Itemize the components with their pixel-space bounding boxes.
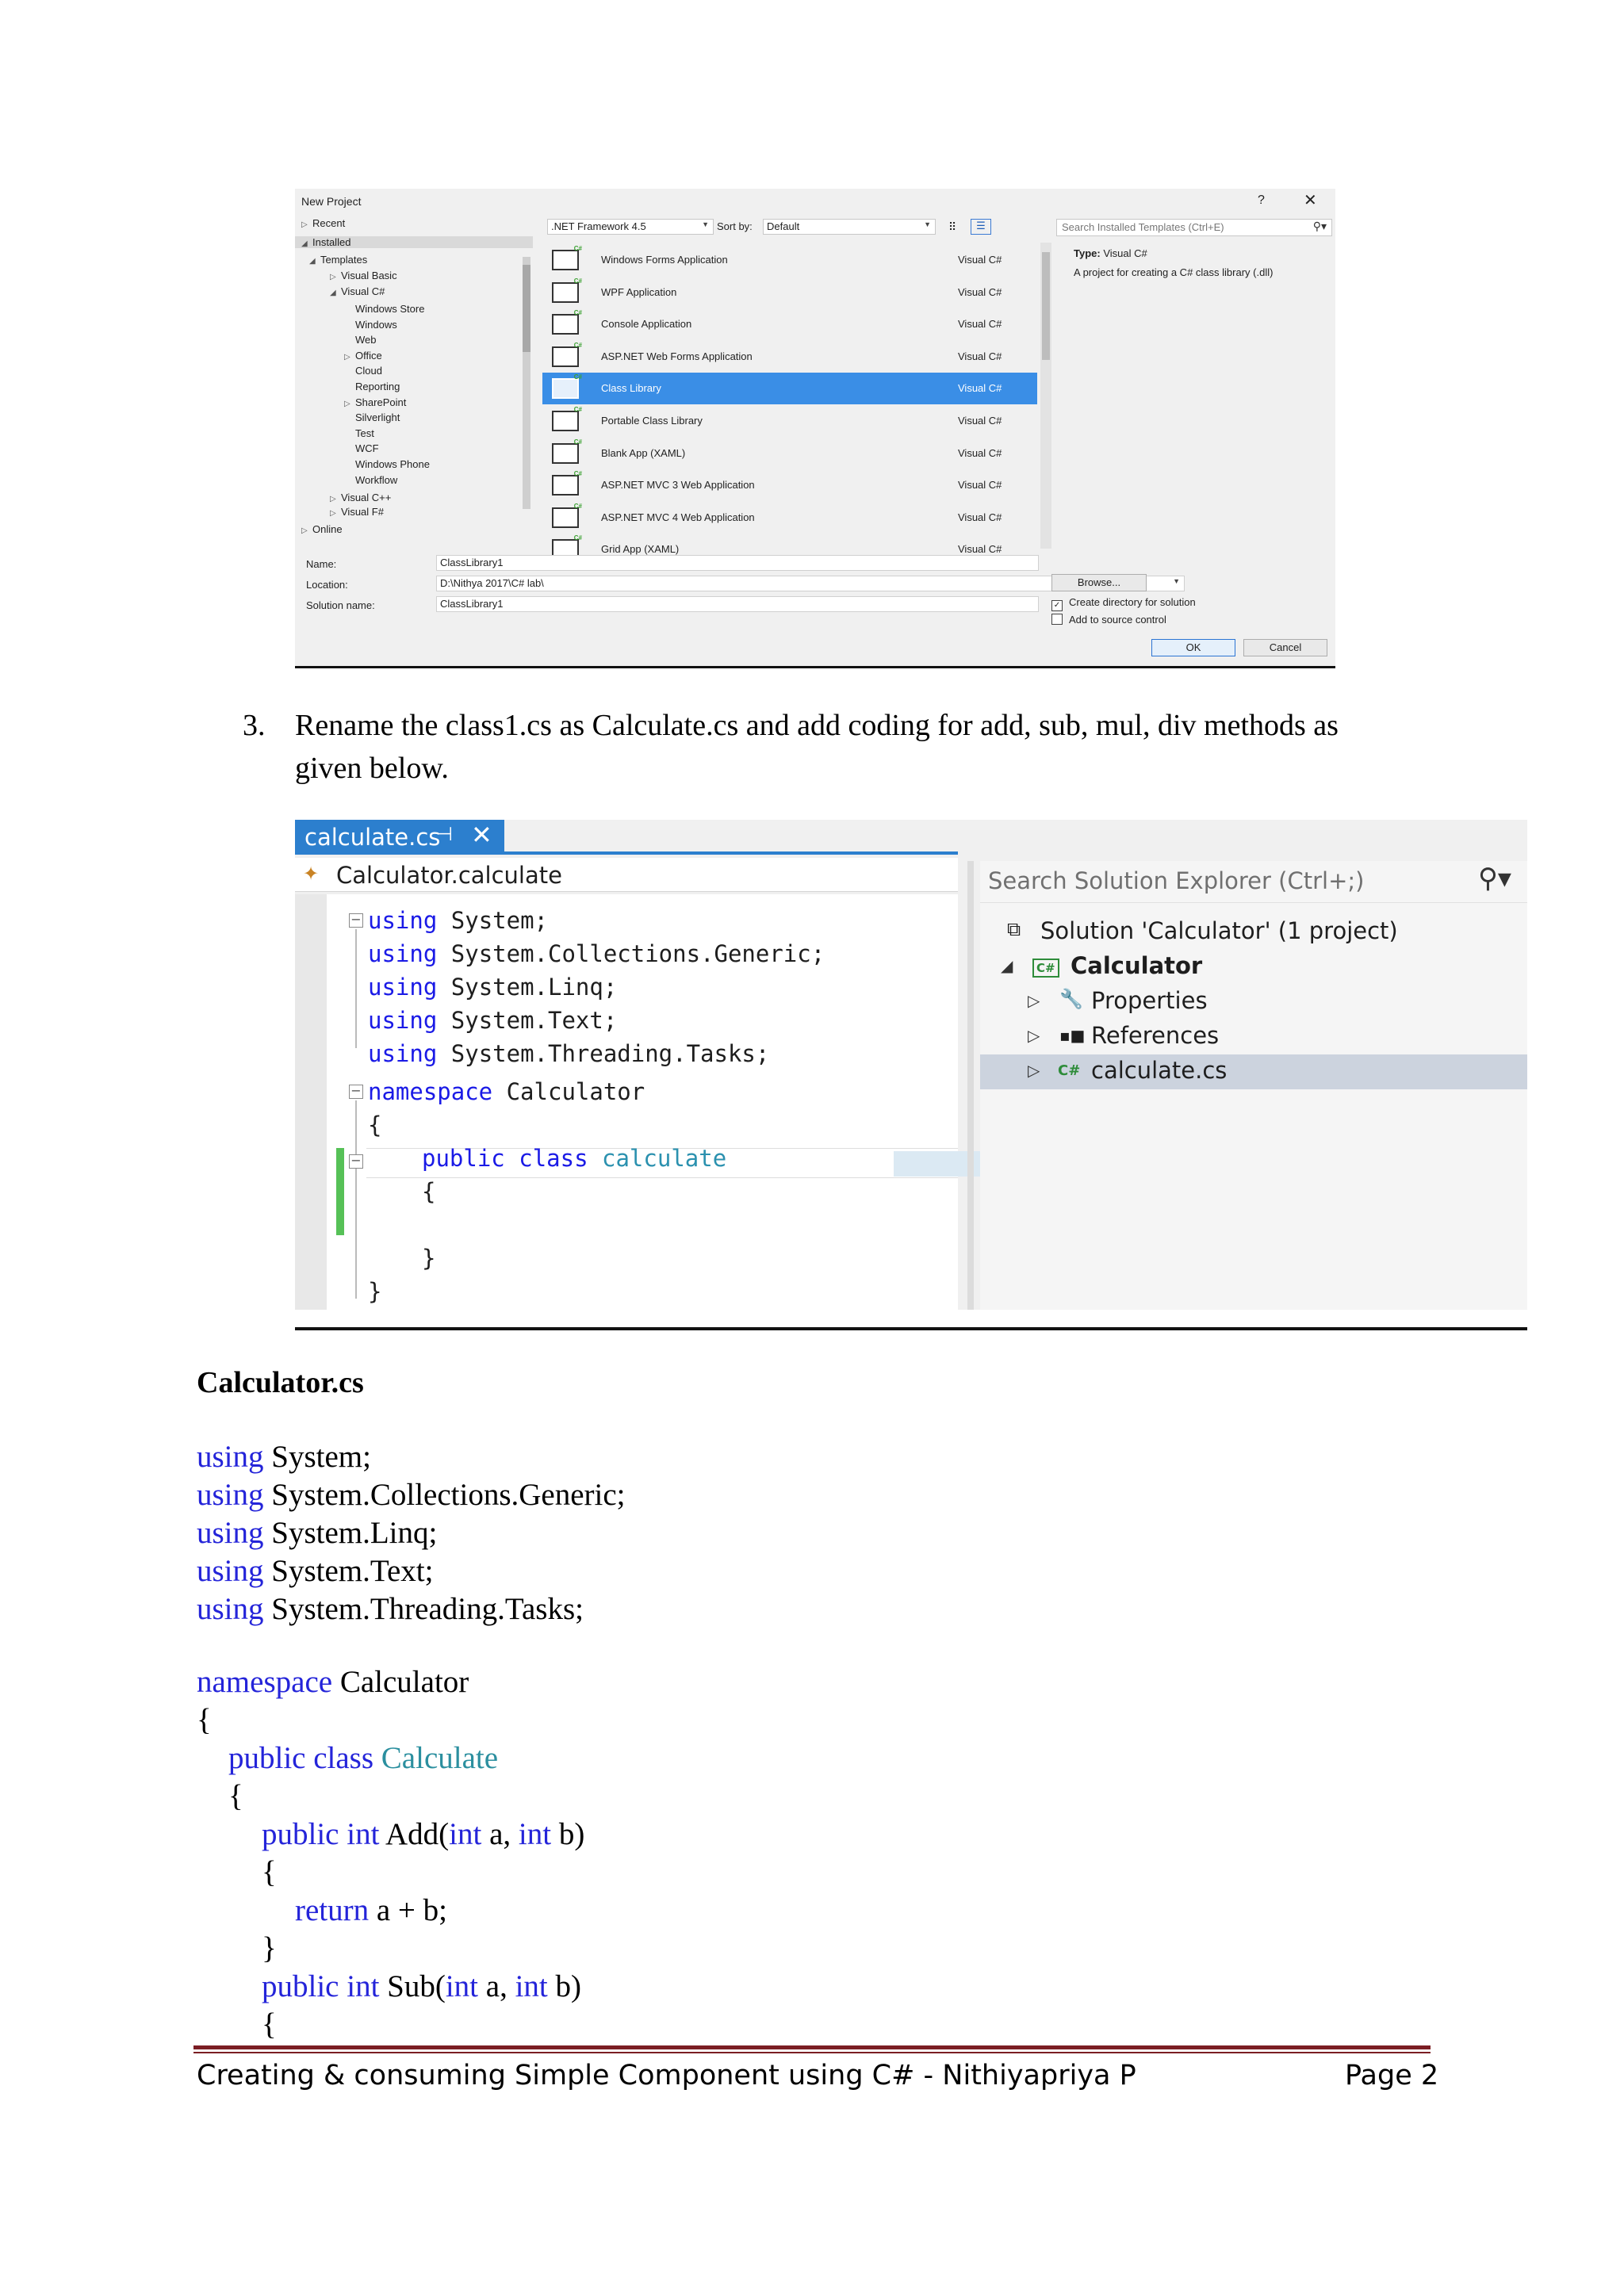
references-icon: ▪■ xyxy=(1059,1026,1086,1045)
solution-name-input[interactable]: ClassLibrary1 xyxy=(436,596,1039,612)
grid-view-icon[interactable]: ⠿ xyxy=(948,220,957,233)
project-template-icon xyxy=(552,443,579,464)
tree-item-templates[interactable]: ◢ Templates xyxy=(309,254,368,266)
close-tab-icon[interactable]: ✕ xyxy=(471,820,492,850)
pin-icon[interactable]: ⊣ xyxy=(436,823,453,845)
template-row[interactable] xyxy=(542,502,1037,534)
code-line: using System.Threading.Tasks; xyxy=(368,1040,770,1067)
template-language: Visual C# xyxy=(958,511,1002,523)
sort-select[interactable]: Default ▼ xyxy=(763,219,936,235)
template-name: WPF Application xyxy=(601,285,677,298)
project-template-icon xyxy=(552,250,579,270)
template-name: Portable Class Library xyxy=(601,415,703,427)
fold-guide xyxy=(355,1100,357,1299)
template-language: Visual C# xyxy=(958,446,1002,459)
listing-add-brace-open: { xyxy=(262,1855,277,1889)
template-row[interactable] xyxy=(542,277,1037,308)
listing-sub-brace-open: { xyxy=(262,2007,277,2042)
csharp-project-icon: C# xyxy=(1032,955,1059,978)
create-directory-checkbox[interactable]: ✓ Create directory for solution xyxy=(1051,596,1196,611)
tree-item-test[interactable]: Test xyxy=(355,427,374,439)
expand-arrow-icon: ▷ xyxy=(330,509,336,518)
type-info: Type: Visual C# xyxy=(1074,247,1147,259)
listing-sub-signature: public int Sub(int a, int b) xyxy=(262,1969,581,2003)
template-list-scrollbar-thumb[interactable] xyxy=(1042,252,1050,360)
fold-toggle-icon[interactable]: − xyxy=(349,1154,363,1169)
dialog-underline xyxy=(295,666,1335,668)
template-row[interactable] xyxy=(542,469,1037,501)
step-number: 3. xyxy=(243,709,266,742)
template-language: Visual C# xyxy=(958,318,1002,331)
listing-class-line: public class Calculate xyxy=(228,1741,499,1775)
tree-item-installed[interactable]: ◢ Installed xyxy=(295,236,533,248)
change-marker xyxy=(336,1148,344,1235)
location-label: Location: xyxy=(306,579,348,591)
tree-item-workflow[interactable]: Workflow xyxy=(355,473,398,486)
editor-tab[interactable] xyxy=(295,820,504,855)
inner-open-brace-line: { xyxy=(422,1178,436,1205)
expand-arrow-icon: ▷ xyxy=(330,495,336,503)
template-name: ASP.NET MVC 4 Web Application xyxy=(601,511,755,523)
template-language: Visual C# xyxy=(958,382,1002,395)
code-line: using System.Collections.Generic; xyxy=(368,940,825,967)
open-brace-line: { xyxy=(368,1112,382,1138)
listing-return-line: return a + b; xyxy=(295,1893,448,1927)
help-icon[interactable]: ? xyxy=(1258,193,1265,207)
template-row[interactable] xyxy=(542,405,1037,437)
listing-using-line: using System.Collections.Generic; xyxy=(197,1478,626,1512)
fold-toggle-icon[interactable]: − xyxy=(349,913,363,928)
search-icon[interactable]: ⚲▾ xyxy=(1478,863,1511,894)
list-view-icon[interactable]: ☰ xyxy=(971,219,991,235)
template-language: Visual C# xyxy=(958,350,1002,362)
listing-add-brace-close: } xyxy=(262,1931,277,1965)
wrench-icon: 🔧 xyxy=(1059,988,1083,1010)
panel-splitter[interactable] xyxy=(967,861,974,1310)
template-name: Grid App (XAML) xyxy=(601,543,680,556)
expand-arrow-icon[interactable]: ▷ xyxy=(1028,1026,1040,1045)
tree-item-office[interactable]: ▷ Office xyxy=(344,349,382,362)
tree-item-online[interactable]: ▷ Online xyxy=(301,523,343,535)
expand-arrow-icon[interactable]: ▷ xyxy=(1028,1061,1040,1080)
tree-item-visual-cpp[interactable]: ▷ Visual C++ xyxy=(330,492,392,503)
cancel-button[interactable]: Cancel xyxy=(1243,639,1327,656)
step-text: Rename the class1.cs as Calculate.cs and add coding for add, sub, mul, div methods as given below. xyxy=(295,709,1339,785)
screenshot-underline xyxy=(295,1327,1527,1330)
template-row[interactable] xyxy=(542,244,1037,276)
tree-item-silverlight[interactable]: Silverlight xyxy=(355,411,400,424)
template-name: ASP.NET MVC 3 Web Application xyxy=(601,479,755,492)
template-name: Windows Forms Application xyxy=(601,254,728,266)
class-declaration-line: public class calculate xyxy=(422,1145,727,1172)
project-template-icon xyxy=(552,378,579,399)
tree-item-recent[interactable]: ▷ Recent xyxy=(301,217,346,229)
add-source-control-checkbox[interactable]: Add to source control xyxy=(1051,614,1166,626)
expand-arrow-icon: ▷ xyxy=(301,526,308,535)
solution-name-label: Solution name: xyxy=(306,599,375,611)
name-input[interactable]: ClassLibrary1 xyxy=(436,555,1039,571)
solution-explorer-search[interactable] xyxy=(980,861,1527,903)
visual-studio-screenshot xyxy=(295,820,1527,1310)
code-line: using System.Linq; xyxy=(368,974,618,1001)
tree-item-sharepoint[interactable]: ▷ SharePoint xyxy=(344,396,407,408)
dialog-title: New Project xyxy=(301,195,362,208)
project-template-icon xyxy=(552,346,579,367)
tree-item-windows-store[interactable]: Windows Store xyxy=(355,303,425,315)
footer-text: Creating & consuming Simple Component using C# - Nithiyapriya P xyxy=(197,2060,1136,2091)
listing-namespace-line: namespace Calculator xyxy=(197,1665,469,1699)
project-template-icon xyxy=(552,507,579,528)
editor-tab-label: calculate.cs xyxy=(304,824,441,851)
search-templates-input[interactable]: Search Installed Templates (Ctrl+E) ⚲▾ xyxy=(1056,219,1332,236)
new-project-dialog-screenshot xyxy=(295,189,1335,666)
template-name: Class Library xyxy=(601,382,661,395)
template-tree xyxy=(295,214,533,550)
tree-item-web[interactable]: Web xyxy=(355,334,377,346)
type-description: A project for creating a C# class library (.dll) xyxy=(1074,266,1274,278)
sort-by-label: Sort by: xyxy=(717,220,753,232)
template-language: Visual C# xyxy=(958,415,1002,427)
location-input[interactable]: D:\Nithya 2017\C# lab\ ▼ xyxy=(436,576,1185,591)
tree-item-wcf[interactable]: WCF xyxy=(355,442,379,455)
chevron-down-icon: ▼ xyxy=(924,220,931,228)
tree-item-visual-fsharp[interactable]: ▷ Visual F# xyxy=(330,506,384,518)
collapse-arrow-icon: ◢ xyxy=(309,257,316,266)
expand-arrow-icon: ▷ xyxy=(344,399,350,408)
listing-class-brace-open: { xyxy=(228,1779,243,1813)
tab-strip-line xyxy=(295,851,958,855)
template-name: Console Application xyxy=(601,318,692,331)
calculate-cs-node[interactable]: ▷ C# calculate.cs xyxy=(980,1054,1527,1089)
solution-explorer-search-placeholder: Search Solution Explorer (Ctrl+;) xyxy=(988,867,1365,894)
template-row[interactable] xyxy=(542,308,1037,340)
properties-node[interactable]: ▷ 🔧 Properties xyxy=(1028,987,1208,1014)
template-language: Visual C# xyxy=(958,285,1002,298)
collapse-arrow-icon: ◢ xyxy=(330,289,336,297)
project-template-icon xyxy=(552,282,579,303)
listing-add-signature: public int Add(int a, int b) xyxy=(262,1817,585,1851)
tree-item-windows[interactable]: Windows xyxy=(355,318,397,331)
collapse-arrow-icon: ◢ xyxy=(301,239,308,248)
namespace-line: namespace Calculator xyxy=(368,1078,645,1105)
template-name: Blank App (XAML) xyxy=(601,446,686,459)
editor-gutter xyxy=(295,894,327,1310)
listing-using-line: using System.Linq; xyxy=(197,1516,438,1550)
class-icon: ✦ xyxy=(303,863,320,885)
template-language: Visual C# xyxy=(958,254,1002,266)
framework-select[interactable]: .NET Framework 4.5 ▼ xyxy=(547,219,714,235)
expand-arrow-icon[interactable]: ▷ xyxy=(1028,991,1040,1010)
tree-item-cloud[interactable]: Cloud xyxy=(355,365,382,377)
listing-heading: Calculator.cs xyxy=(197,1366,364,1399)
fold-toggle-icon[interactable]: − xyxy=(349,1085,363,1099)
checkbox-unchecked-icon xyxy=(1051,614,1063,625)
solution-icon: ⧉ xyxy=(1007,918,1021,940)
footer-rule-thin xyxy=(193,2052,1431,2053)
template-row[interactable] xyxy=(542,341,1037,373)
solution-node[interactable]: ⧉ Solution 'Calculator' (1 project) xyxy=(1007,917,1398,944)
project-template-icon xyxy=(552,411,579,431)
inner-close-brace-line: } xyxy=(422,1245,436,1272)
close-icon[interactable]: ✕ xyxy=(1304,192,1317,209)
code-line: using System; xyxy=(368,907,548,934)
listing-brace-open: { xyxy=(197,1703,212,1737)
code-line: using System.Text; xyxy=(368,1007,618,1034)
page-number: Page 2 xyxy=(1345,2060,1439,2091)
project-template-icon xyxy=(552,314,579,335)
project-node[interactable]: ◢ C# Calculator xyxy=(1001,952,1203,979)
template-name: ASP.NET Web Forms Application xyxy=(601,350,753,362)
fold-guide xyxy=(355,929,357,1048)
close-brace-line: } xyxy=(368,1278,382,1305)
chevron-down-icon: ▼ xyxy=(1173,577,1180,585)
checkbox-checked-icon: ✓ xyxy=(1051,600,1063,611)
chevron-down-icon: ▼ xyxy=(702,220,709,228)
template-language: Visual C# xyxy=(958,543,1002,556)
listing-using-line: using System; xyxy=(197,1440,371,1474)
listing-using-line: using System.Threading.Tasks; xyxy=(197,1592,584,1626)
navigation-bar-label: Calculator.calculate xyxy=(336,862,562,889)
tree-item-windows-phone[interactable]: Windows Phone xyxy=(355,458,430,470)
tree-scrollbar-thumb[interactable] xyxy=(523,265,530,352)
template-language: Visual C# xyxy=(958,479,1002,492)
footer-rule xyxy=(193,2045,1431,2049)
ok-button[interactable]: OK xyxy=(1151,639,1235,656)
expand-arrow-icon: ▷ xyxy=(330,273,336,281)
name-label: Name: xyxy=(306,558,337,570)
tree-item-reporting[interactable]: Reporting xyxy=(355,381,400,392)
navigation-bar[interactable] xyxy=(295,858,958,892)
references-node[interactable]: ▷ ▪■ References xyxy=(1028,1022,1220,1049)
template-row[interactable] xyxy=(542,438,1037,469)
browse-button[interactable]: Browse... xyxy=(1051,574,1147,591)
tree-item-visual-csharp[interactable]: ◢ Visual C# xyxy=(330,285,385,297)
expand-arrow-icon: ▷ xyxy=(301,220,308,229)
template-row[interactable] xyxy=(542,373,1037,404)
tree-item-visual-basic[interactable]: ▷ Visual Basic xyxy=(330,270,397,281)
csharp-file-icon: C# xyxy=(1058,1062,1081,1079)
expand-arrow-icon: ▷ xyxy=(344,352,350,362)
collapse-arrow-icon[interactable]: ◢ xyxy=(1001,956,1013,975)
project-template-icon xyxy=(552,475,579,496)
search-icon: ⚲▾ xyxy=(1312,220,1327,232)
template-list xyxy=(542,244,1042,556)
listing-using-line: using System.Text; xyxy=(197,1554,434,1588)
